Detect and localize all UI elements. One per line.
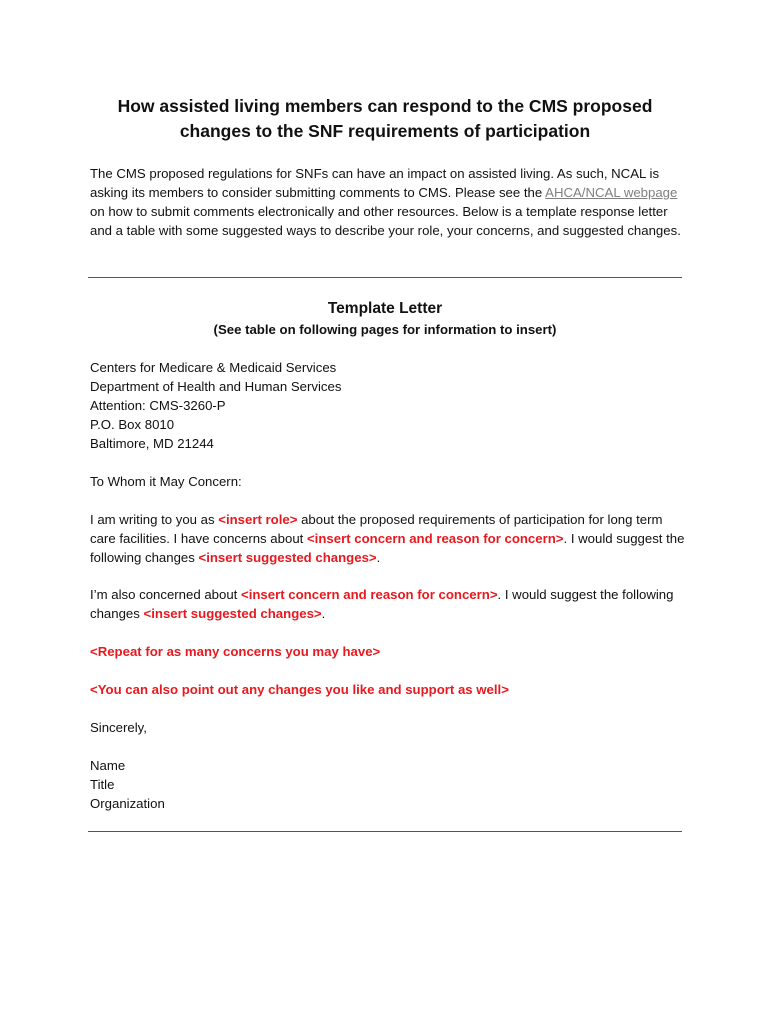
salutation: To Whom it May Concern: [90,474,242,489]
paragraph-text: . [321,606,326,621]
placeholder-insert-concern: <insert concern and reason for concern> [306,531,564,546]
closing: Sincerely, [90,720,147,735]
paragraph-text: . I would suggest the following changes [90,587,674,621]
title-line-1: How assisted living members can respond to the CMS proposed [117,96,653,116]
address-line: Centers for Medicare & Medicaid Services [90,360,337,375]
ahca-ncal-webpage-link[interactable]: AHCA/NCAL webpage [545,185,678,200]
title-line-2: changes to the SNF requirements of participation [179,121,591,141]
paragraph-text: . I would suggest the following changes [90,531,685,565]
address-line: Department of Health and Human Services [90,379,342,394]
template-letter-heading: Template Letter [327,300,443,317]
paragraph-text: I’m also concerned about [90,587,242,602]
signature-block [90,756,686,813]
letter-paragraph-2 [90,585,686,623]
signature-organization: Organization [90,796,165,811]
signature-name: Name [90,758,126,773]
repeat-concerns-note: <Repeat for as many concerns you may have> [90,644,381,659]
signature-title: Title [90,777,115,792]
placeholder-insert-concern: <insert concern and reason for concern> [241,587,498,602]
intro-text-before-link: The CMS proposed regulations for SNFs can have an impact on assisted living. As such, NCAL is asking its members to consider submitting comments to CMS. Please see the [90,166,660,200]
address-line: P.O. Box 8010 [90,417,175,432]
paragraph-text: I am writing to you as [90,512,219,527]
placeholder-insert-role: <insert role> [218,512,298,527]
placeholder-insert-suggested-changes: <insert suggested changes> [143,606,322,621]
intro-text-after-link: on how to submit comments electronically and other resources. Below is a template response letter and a table with some suggested ways to describe your role, your concerns, and suggested changes. [90,204,681,238]
recipient-address [90,358,686,453]
address-line: Attention: CMS-3260-P [90,398,226,413]
horizontal-divider-top [88,277,682,278]
document-title [90,94,680,144]
letter-paragraph-1 [90,510,686,567]
intro-paragraph [90,164,686,240]
support-changes-note: <You can also point out any changes you like and support as well> [90,682,509,697]
paragraph-text: about the proposed requirements of participation for long term care facilities. I have concerns about [90,512,663,546]
template-letter-note: (See table on following pages for information to insert) [213,322,557,337]
placeholder-insert-suggested-changes: <insert suggested changes> [198,550,377,565]
paragraph-text: . [376,550,381,565]
horizontal-divider-bottom [88,831,682,832]
address-line: Baltimore, MD 21244 [90,436,214,451]
